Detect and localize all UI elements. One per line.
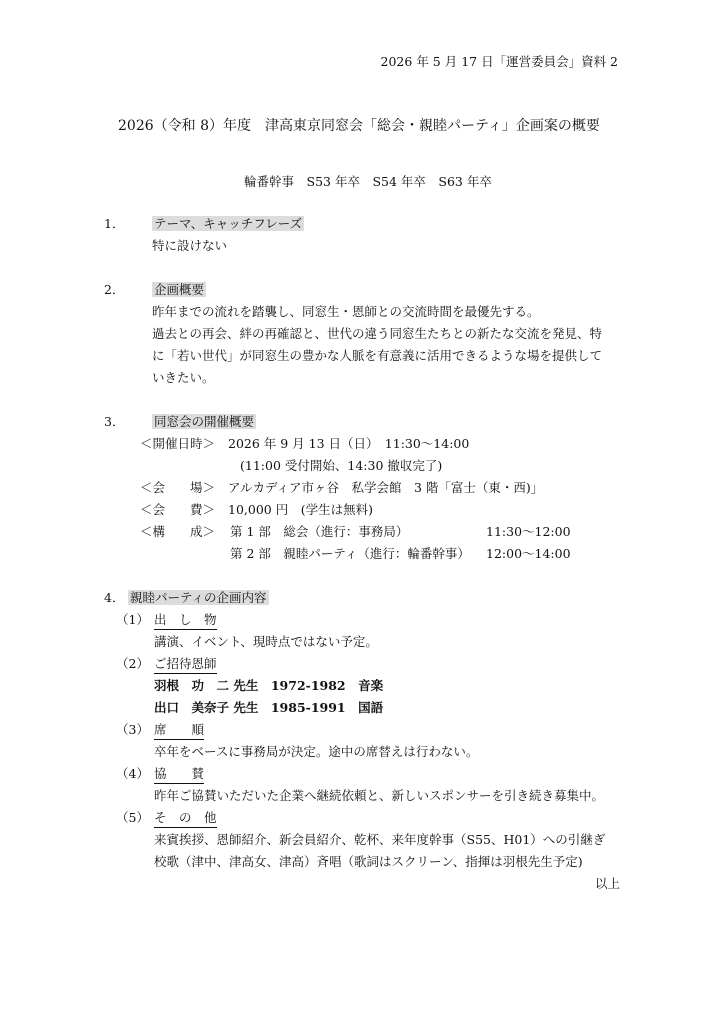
closing-mark: 以上	[594, 876, 620, 891]
fee-value: 10,000 円 (学生は無料)	[228, 502, 373, 517]
section-3-number: 3．	[104, 414, 125, 429]
part-1: 第 1 部 総会（進行：事務局）	[230, 524, 409, 539]
item-line: 卒年をベースに事務局が決定。途中の席替えは行わない。	[154, 744, 479, 759]
section-1-heading-wrap	[152, 214, 304, 234]
section-2-line: いきたい。	[152, 370, 215, 385]
part-1-time: 11:30〜12:00	[486, 524, 571, 539]
section-4-heading: 親睦パーティの企画内容	[130, 590, 267, 605]
section-4-heading-wrap	[128, 588, 269, 608]
item-label: そ の 他	[154, 810, 217, 828]
section-1-number: 1．	[104, 216, 125, 231]
rotation-line: 輪番幹事 S53 年卒 S54 年卒 S63 年卒	[244, 174, 492, 189]
document-title: 2026（令和 8）年度 津高東京同窓会「総会・親睦パーティ」企画案の概要	[118, 118, 600, 134]
item-label: 出 し 物	[154, 612, 217, 630]
venue-value: アルカディア市ヶ谷 私学会館 3 階「富士（東・西)」	[228, 480, 544, 495]
section-1-heading: テーマ、キャッチフレーズ	[154, 216, 303, 231]
item-label-wrap	[154, 610, 217, 630]
document-reference: 2026 年 5 月 17 日「運営委員会」資料 2	[380, 54, 618, 69]
item-label-wrap	[154, 720, 204, 740]
section-2-line: 昨年までの流れを踏襲し、同窓生・恩師との交流時間を最優先する。	[152, 304, 540, 319]
section-2-heading: 企画概要	[154, 282, 205, 297]
item-number: （1）	[116, 612, 149, 627]
section-2-number: 2．	[104, 282, 125, 297]
item-label-wrap	[154, 764, 204, 784]
teacher-entry: 羽根 功 二 先生 1972-1982 音楽	[154, 678, 384, 693]
section-2-heading-wrap	[152, 280, 206, 300]
item-label: 協 賛	[154, 766, 204, 784]
item-label: 席 順	[154, 722, 204, 740]
date-label: ＜開催日時＞	[140, 436, 216, 451]
part-2: 第 2 部 親睦パーティ（進行：輪番幹事）	[230, 546, 470, 561]
item-line: 講演、イベント、現時点ではない予定。	[154, 634, 378, 649]
section-2-line: に「若い世代」が同窓生の豊かな人脈を有意義に活用できるような場を提供して	[152, 348, 603, 363]
part-2-time: 12:00〜14:00	[486, 546, 571, 561]
item-number: （5）	[116, 810, 149, 825]
section-2-line: 過去との再会、絆の再確認と、世代の違う同窓生たちとの新たな交流を発見、特	[152, 326, 603, 341]
item-label-wrap	[154, 808, 217, 828]
fee-label: ＜会 費＞	[140, 502, 216, 517]
item-label-wrap	[154, 654, 217, 674]
item-number: （3）	[116, 722, 149, 737]
teacher-entry: 出口 美奈子 先生 1985-1991 国語	[154, 700, 384, 715]
date-note: (11:00 受付開始、14:30 撤収完了)	[240, 458, 443, 473]
item-line: 校歌（津中、津高女、津高）斉唱（歌詞はスクリーン、指揮は羽根先生予定)	[154, 854, 583, 869]
structure-label: ＜構 成＞	[140, 524, 216, 539]
item-line: 来賓挨拶、恩師紹介、新会員紹介、乾杯、来年度幹事（S55、H01）への引継ぎ	[154, 832, 606, 847]
section-1-body: 特に設けない	[152, 238, 228, 253]
item-label: ご招待恩師	[154, 656, 217, 674]
date-value: 2026 年 9 月 13 日（日） 11:30〜14:00	[228, 436, 470, 451]
item-number: （2）	[116, 656, 149, 671]
item-line: 昨年ご協賛いただいた企業へ継続依頼と、新しいスポンサーを引き続き募集中。	[154, 788, 605, 803]
section-4-number: 4．	[104, 590, 125, 605]
venue-label: ＜会 場＞	[140, 480, 216, 495]
item-number: （4）	[116, 766, 149, 781]
section-3-heading-wrap	[152, 412, 256, 432]
section-3-heading: 同窓会の開催概要	[154, 414, 255, 429]
